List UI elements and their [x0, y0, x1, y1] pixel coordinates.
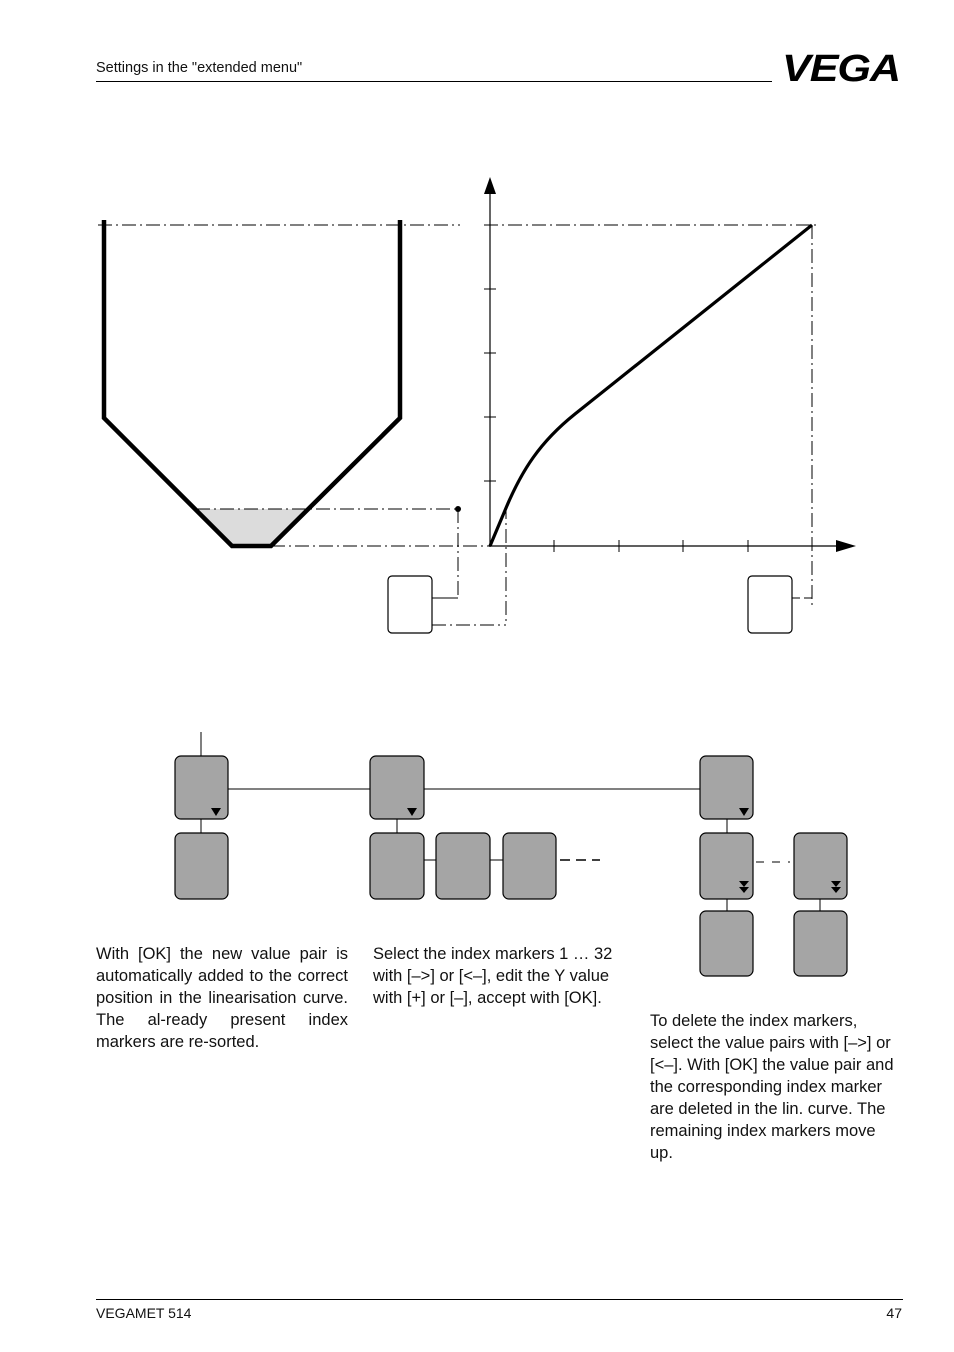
menu-box-3c — [700, 911, 753, 976]
linearisation-figure — [0, 150, 954, 1010]
menu-box-2c — [436, 833, 490, 899]
footer-product-name: VEGAMET 514 — [96, 1305, 192, 1321]
paragraph-add-value-pair: With [OK] the new value pair is automatically added to the correct position in the linearisation curve. The al-ready present index markers are re-sorted. — [96, 945, 348, 1051]
paragraph-select-index-markers: Select the index markers 1 … 32 with [–>] or [<–], edit the Y value with [+] or [–], accept with [OK]. — [373, 945, 613, 1007]
vessel-outline — [104, 220, 400, 546]
linearisation-chart — [388, 177, 856, 633]
menu-box-1a — [175, 756, 228, 819]
menu-box-2d — [503, 833, 556, 899]
menu-box-1b — [175, 833, 228, 899]
menu-box-4b — [794, 911, 847, 976]
right-display-box — [748, 576, 792, 633]
linearisation-curve — [490, 225, 812, 546]
paragraph-delete-index-markers: To delete the index markers, select the value pairs with [–>] or [<–]. With [OK] the value pair and the corresponding index marker are deleted in the lin. curve. The remaining index markers move up. — [650, 1012, 894, 1162]
left-display-box — [388, 576, 432, 633]
logo-text: VEGA — [782, 50, 900, 84]
footer-rule — [96, 1299, 903, 1300]
footer-page-number: 47 — [886, 1305, 902, 1321]
header-rule — [96, 81, 772, 82]
vega-logo — [782, 50, 902, 84]
x-axis-arrow — [836, 540, 856, 552]
header-title: Settings in the "extended menu" — [96, 60, 303, 76]
menu-box-2b — [370, 833, 424, 899]
menu-flow-diagram — [175, 732, 847, 976]
vessel-diagram — [98, 220, 490, 546]
y-axis-arrow — [484, 177, 496, 194]
